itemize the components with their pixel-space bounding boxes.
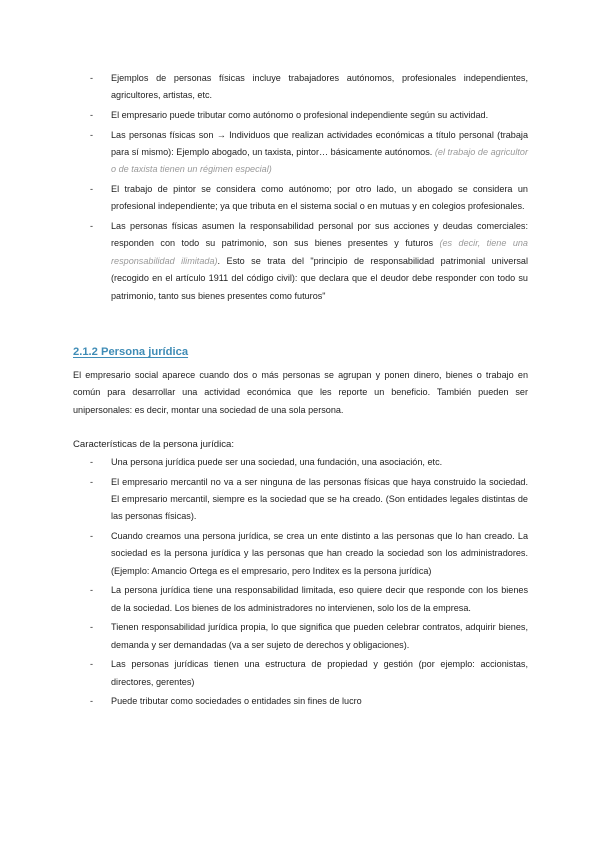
dash-marker: - (90, 221, 94, 231)
list-item-text: Las personas físicas son → Individuos que realizan actividades económicas a título personal (trabaja para sí mismo): Ejemplo abogado, un taxista, pintor… básicamente autónomos. (111, 129, 528, 157)
dash-marker: - (90, 696, 94, 707)
list-item (90, 528, 528, 580)
list-item (90, 181, 528, 216)
list-item-text: Las personas físicas asumen la responsabilidad personal por sus acciones y deudas comerciales: responden con todo su patrimonio, son sus bienes presentes y futuros (111, 221, 528, 249)
dash-marker: - (90, 531, 94, 541)
dash-marker: - (90, 457, 94, 467)
characteristics-subheading: Características de la persona jurídica: (73, 439, 235, 450)
dash-marker: - (90, 659, 94, 670)
list-item (90, 127, 528, 179)
list-item (90, 582, 528, 617)
list-item (90, 474, 528, 526)
list-item-text: Ejemplos de personas físicas incluye trabajadores autónomos, profesionales independientes, agricultores, artistas, etc. (111, 73, 528, 101)
persona-juridica-list (90, 454, 528, 713)
list-item (90, 619, 528, 654)
dash-marker: - (90, 476, 94, 487)
list-item-text: Las personas jurídicas tienen una estructura de propiedad y gestión (por ejemplo: accionistas, directores, gerentes) (111, 659, 528, 687)
list-item (90, 454, 528, 471)
list-item (90, 693, 528, 710)
list-item (90, 70, 528, 105)
list-item-text: El empresario mercantil no va a ser ninguna de las personas físicas que haya construido la sociedad. El empresario mercantil, siempre es la sociedad que se ha creado. (Son entidades legales distintas de las personas físicas). (111, 476, 528, 522)
list-item (90, 107, 528, 124)
list-item-text: El empresario puede tributar como autónomo o profesional independiente según su actividad. (111, 110, 489, 120)
list-item-note: (el trabajo de agricultor o de taxista tienen un régimen especial) (111, 147, 528, 175)
dash-marker: - (90, 184, 94, 194)
list-item (90, 218, 528, 305)
dash-marker: - (90, 129, 94, 140)
list-item-text: El trabajo de pintor se considera como autónomo; por otro lado, un abogado se considera un profesional independiente; ya que tributa en el sistema social o en mutuas y en colegios profesionales. (111, 184, 528, 212)
dash-marker: - (90, 585, 94, 596)
dash-marker: - (90, 110, 94, 120)
section-paragraph: El empresario social aparece cuando dos o más personas se agrupan y ponen dinero, bienes o trabajo en común para desarrollar una actividad económica que les reporte un beneficio. También pueden ser unipersonales: es decir, montar una sociedad de una sola persona. (73, 370, 528, 415)
list-item-text: Cuando creamos una persona jurídica, se crea un ente distinto a las personas que lo han creado. La sociedad es la persona jurídica y las personas que han creado la sociedad son los administradores. (Ejemplo: Amancio Ortega es el empresario, pero Inditex es la persona jurídica) (111, 531, 528, 576)
list-item-text: La persona jurídica tiene una responsabilidad limitada, eso quiere decir que responde con los bienes de la sociedad. Los bienes de los administradores no intervienen, solo los de la empresa. (111, 585, 528, 613)
section-heading: 2.1.2 Persona jurídica (73, 346, 189, 358)
list-item-text: Puede tributar como sociedades o entidades sin fines de lucro (111, 696, 362, 707)
list-item-text: Una persona jurídica puede ser una sociedad, una fundación, una asociación, etc. (111, 457, 443, 467)
list-item-text: Tienen responsabilidad jurídica propia, lo que significa que pueden celebrar contratos, adquirir bienes, demanda y ser demandadas (va a ser sujeto de derechos y obligaciones). (111, 622, 528, 650)
list-item (90, 656, 528, 691)
dash-marker: - (90, 73, 94, 83)
list-item-note: (es decir, tiene una responsabilidad ilimitada) (111, 238, 528, 266)
list-item-text-after: . Esto se trata del "principio de responsabilidad patrimonial universal (recogido en el artículo 1911 del código civil): que declara que el deudor debe responder con todo su patrimonio, tanto sus bienes presentes como futuros" (111, 255, 528, 301)
dash-marker: - (90, 622, 94, 633)
personas-fisicas-list (90, 70, 528, 307)
